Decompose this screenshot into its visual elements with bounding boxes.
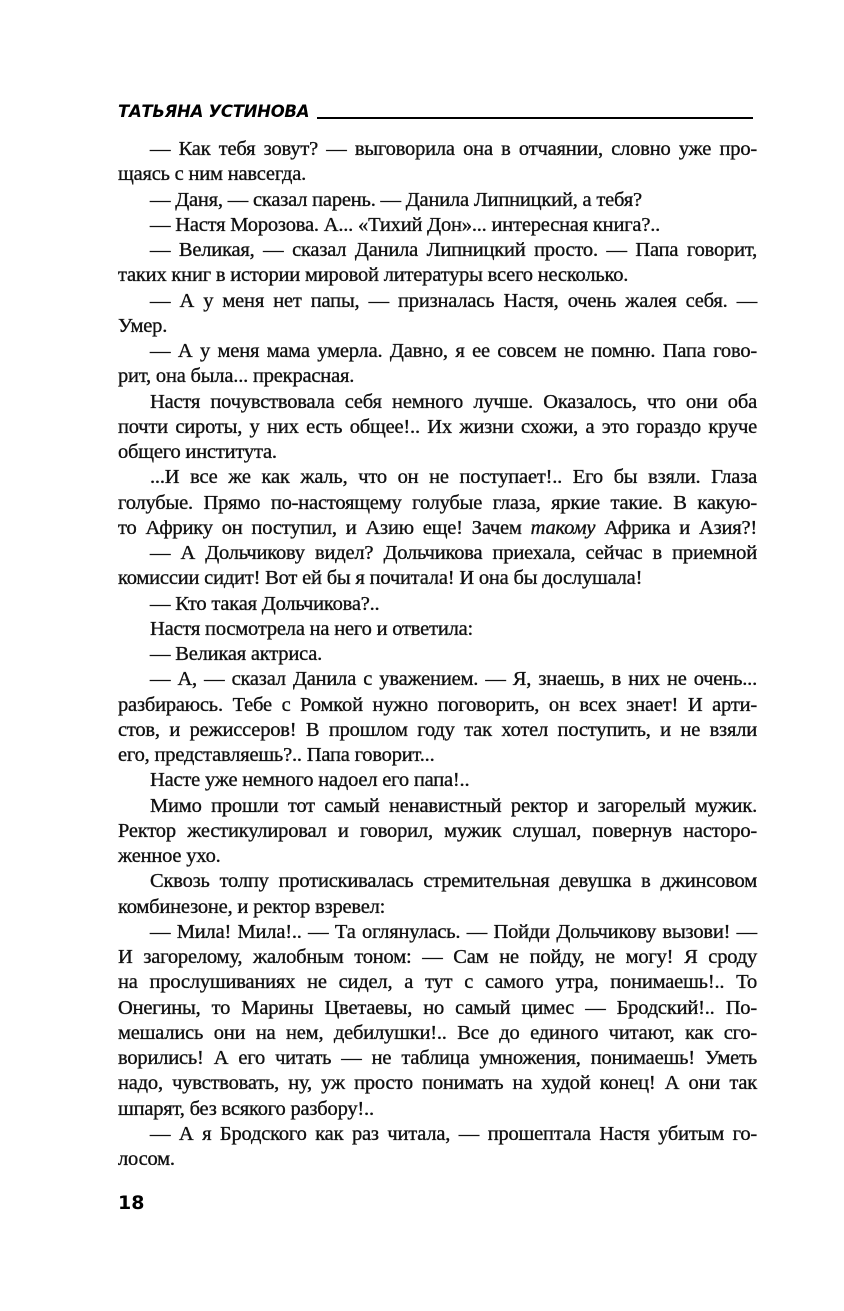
text-line: Настя посмотрела на него и ответила: bbox=[150, 617, 474, 640]
text-line: ворились! А его читать — не таблица умножения, понимаешь! Уметь bbox=[118, 1047, 757, 1069]
text-line: надо, чувствовать, ну, уж просто понимать на худой конец! А они так bbox=[118, 1072, 757, 1095]
text-line: разбираюсь. Тебе с Ромкой нужно поговорить, он всех знает! И арти- bbox=[118, 693, 757, 716]
text-line: общего института. bbox=[118, 441, 277, 463]
text-line: ...И все же как жаль, что он не поступает!.. Его бы взяли. Глаза bbox=[150, 466, 757, 489]
text-segment: Африка и Азия?! bbox=[595, 516, 757, 539]
text-line: на прослушиваниях не сидел, а тут с самого утра, понимаешь!.. То bbox=[118, 971, 757, 994]
text-line: Насте уже немного надоел его папа!.. bbox=[150, 769, 470, 792]
text-line: — Как тебя зовут? — выговорила она в отчаянии, словно уже про- bbox=[150, 138, 757, 160]
author-name: ТАТЬЯНА УСТИНОВА bbox=[118, 102, 310, 121]
text-line: Умер. bbox=[118, 314, 168, 337]
header-rule bbox=[317, 117, 753, 119]
text-line: почти сироты, у них есть общее!.. Их жизни схожи, а это гораздо круче bbox=[118, 415, 757, 438]
text-line: Мимо прошли тот самый ненавистный ректор и загорелый мужик. bbox=[150, 794, 757, 817]
text-segment: то Африку он поступил, и Азию еще! Зачем bbox=[118, 516, 531, 539]
text-line: комиссии сидит! Вот ей бы я почитала! И она бы дослушала! bbox=[118, 567, 643, 590]
page-number: 18 bbox=[118, 1192, 145, 1214]
text-line: таких книг в истории мировой литературы всего несколько. bbox=[118, 264, 629, 287]
text-line: — А, — сказал Данила с уважением. — Я, знаешь, в них не очень... bbox=[150, 668, 757, 691]
text-line: — А Дольчикову видел? Дольчикова приехала, сейчас в приемной bbox=[150, 542, 757, 564]
text-line: Ректор жестикулировал и говорил, мужик слушал, повернув насторо- bbox=[118, 819, 757, 842]
text-line: комбинезоне, и ректор взревел: bbox=[118, 895, 386, 918]
text-line: — А я Бродского как раз читала, — прошептала Настя убитым го- bbox=[150, 1122, 757, 1145]
text-line: женное ухо. bbox=[118, 845, 221, 867]
text-line: шпарят, без всякого разбору!.. bbox=[118, 1097, 374, 1120]
text-line: — Великая, — сказал Данила Липницкий просто. — Папа говорит, bbox=[150, 239, 757, 261]
body-text bbox=[118, 137, 757, 1172]
text-line: — Кто такая Дольчикова?.. bbox=[150, 592, 380, 615]
text-line: мешались они на нем, дебилушки!.. Все до единого читают, как сго- bbox=[118, 1021, 757, 1044]
text-line: голубые. Прямо по-настоящему голубые глаза, яркие такие. В какую- bbox=[118, 491, 757, 514]
text-line: — Мила! Мила!.. — Та оглянулась. — Пойди Дольчикову вызови! — bbox=[150, 920, 757, 943]
text-line: рит, она была... прекрасная. bbox=[118, 365, 355, 388]
text-line: Сквозь толпу протискивалась стремительная девушка в джинсовом bbox=[150, 870, 757, 893]
text-line: Настя почувствовала себя немного лучше. Оказалось, что они оба bbox=[150, 390, 757, 413]
running-header bbox=[118, 98, 753, 122]
text-line: — Настя Морозова. А... «Тихий Дон»... интересная книга?.. bbox=[150, 213, 661, 236]
text-line: — А у меня мама умерла. Давно, я ее совсем не помню. Папа гово- bbox=[150, 340, 757, 362]
text-line bbox=[118, 516, 757, 541]
text-line: щаясь с ним навсегда. bbox=[118, 163, 307, 186]
emphasized-word: такому bbox=[530, 516, 596, 539]
text-line: Онегины, то Марины Цветаевы, но самый цимес — Бродский!.. По- bbox=[118, 996, 757, 1019]
text-line: — Даня, — сказал парень. — Данила Липницкий, а тебя? bbox=[150, 188, 642, 211]
text-line: И загорелому, жалобным тоном: — Сам не пойду, не могу! Я сроду bbox=[118, 946, 757, 968]
text-line: стов, и режиссеров! В прошлом году так хотел поступить, и не взяли bbox=[118, 718, 757, 741]
text-line: — Великая актриса. bbox=[150, 643, 323, 665]
text-line: — А у меня нет папы, — призналась Настя, очень жалея себя. — bbox=[150, 289, 757, 312]
text-line: лосом. bbox=[118, 1148, 175, 1170]
text-line: его, представляешь?.. Папа говорит... bbox=[118, 744, 435, 766]
